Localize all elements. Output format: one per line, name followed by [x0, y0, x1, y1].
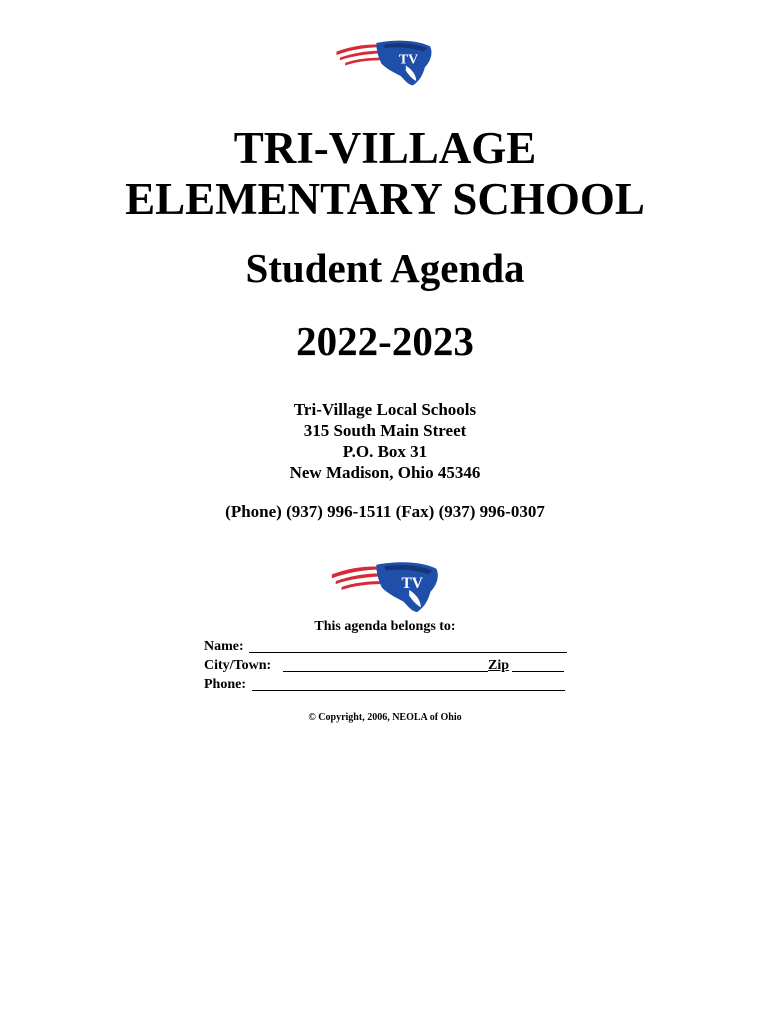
- copyright-notice: © Copyright, 2006, NEOLA of Ohio: [308, 712, 462, 723]
- district-name: Tri-Village Local Schools: [293, 400, 477, 419]
- city-label: City/Town:: [204, 658, 272, 673]
- school-name-line-2: ELEMENTARY SCHOOL: [125, 174, 645, 224]
- page-subtitle: Student Agenda: [245, 245, 525, 291]
- svg-text:TV: TV: [398, 51, 419, 67]
- name-label: Name:: [204, 639, 244, 654]
- name-field[interactable]: [249, 652, 567, 653]
- name-row: [204, 638, 244, 656]
- city-row: [204, 657, 271, 675]
- phone-row: [204, 676, 246, 694]
- phone-field[interactable]: [252, 690, 565, 691]
- ownership-heading: This agenda belongs to:: [314, 619, 456, 634]
- patriot-head-logo-icon: [333, 36, 437, 88]
- school-name-line-1: TRI-VILLAGE: [233, 123, 537, 173]
- city-field[interactable]: [283, 671, 488, 672]
- po-box: P.O. Box 31: [342, 442, 428, 461]
- zip-field[interactable]: [512, 671, 564, 672]
- patriot-head-logo-icon: [328, 557, 444, 615]
- zip-label: Zip: [488, 658, 510, 673]
- phone-fax-line: (Phone) (937) 996-1511 (Fax) (937) 996-0307: [225, 502, 545, 521]
- svg-text:TV: TV: [401, 574, 423, 592]
- city-state-zip: New Madison, Ohio 45346: [289, 463, 481, 482]
- street-address: 315 South Main Street: [303, 421, 467, 440]
- phone-label: Phone:: [204, 677, 246, 692]
- school-year: 2022-2023: [296, 318, 474, 364]
